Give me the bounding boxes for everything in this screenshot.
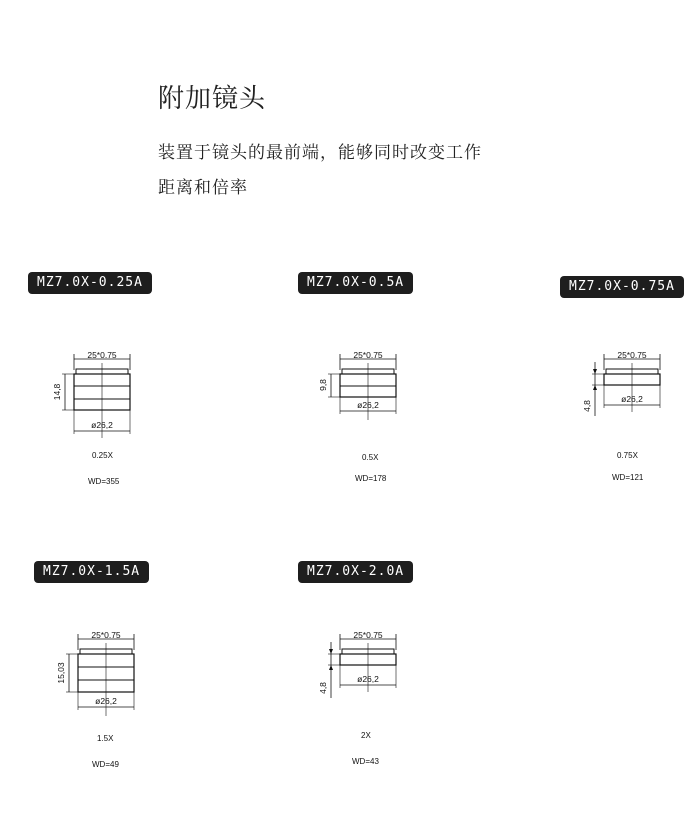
magnification-label: 0.5X — [362, 453, 379, 462]
dimension-drawing — [570, 348, 690, 428]
diameter-dimension-label: ø26,2 — [357, 400, 379, 410]
diameter-dimension-label: ø26,2 — [621, 394, 643, 404]
description-line-2: 距离和倍率 — [158, 178, 248, 198]
working-distance-label: WD=49 — [92, 760, 119, 769]
magnification-label: 0.25X — [92, 451, 113, 460]
model-badge: MZ7.0X-2.0A — [298, 561, 413, 583]
diameter-dimension-label: ø26,2 — [91, 420, 113, 430]
dimension-drawing — [306, 630, 426, 710]
working-distance-label: WD=121 — [612, 473, 644, 482]
model-badge: MZ7.0X-0.75A — [560, 276, 684, 298]
dimension-drawing — [306, 348, 426, 438]
height-dimension-label: 14,8 — [52, 383, 62, 401]
height-dimension-label: 15,03 — [56, 662, 66, 684]
model-badge: MZ7.0X-1.5A — [34, 561, 149, 583]
thread-dimension-label: 25*0.75 — [91, 630, 121, 640]
working-distance-label: WD=178 — [355, 474, 387, 483]
magnification-label: 2X — [361, 731, 371, 740]
dimension-drawing — [40, 348, 160, 448]
thread-dimension-label: 25*0.75 — [617, 350, 647, 360]
description-line-1: 装置于镜头的最前端，能够同时改变工作 — [158, 143, 482, 163]
height-dimension-label: 4,8 — [318, 682, 328, 694]
magnification-label: 0.75X — [617, 451, 638, 460]
height-dimension-label: 4,8 — [582, 400, 592, 412]
diameter-dimension-label: ø26,2 — [357, 674, 379, 684]
thread-dimension-label: 25*0.75 — [353, 630, 383, 640]
height-dimension-label: 9,8 — [318, 379, 328, 391]
thread-dimension-label: 25*0.75 — [353, 350, 383, 360]
diameter-dimension-label: ø26,2 — [95, 696, 117, 706]
working-distance-label: WD=355 — [88, 477, 120, 486]
magnification-label: 1.5X — [97, 734, 114, 743]
page-title: 附加镜头 — [158, 84, 267, 114]
model-badge: MZ7.0X-0.25A — [28, 272, 152, 294]
working-distance-label: WD=43 — [352, 757, 379, 766]
model-badge: MZ7.0X-0.5A — [298, 272, 413, 294]
thread-dimension-label: 25*0.75 — [87, 350, 117, 360]
dimension-drawing — [44, 630, 164, 730]
